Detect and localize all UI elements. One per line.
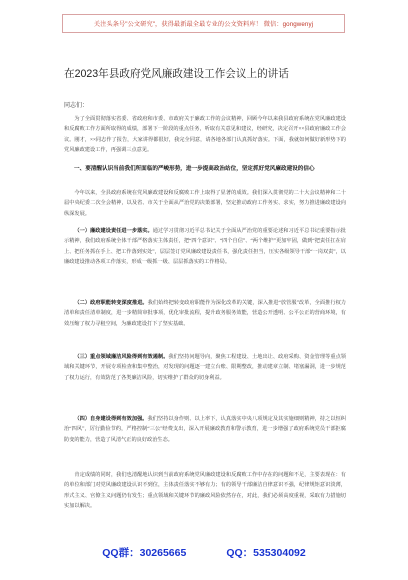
qq-number: QQ：535304092 xyxy=(226,547,306,559)
subsection-4 xyxy=(64,414,346,445)
subsection-2-text: 我们始终把转变政府职能作为深化改革的关键，深入推进“放管服”改革，全面推行权力清单和责任清单制度，进一步精简审批事项，优化审批流程，提升政务服务效能，营造公开透明、公平公正的营商环境，有效压缩了权力寻租空间，为廉政建设打下了坚实基础。 xyxy=(64,300,346,327)
contact-footer xyxy=(0,545,408,560)
subsection-4-lead: （四）自身建设得到有效加强。 xyxy=(74,416,148,422)
subsection-1 xyxy=(64,226,346,268)
promo-banner[interactable] xyxy=(62,14,345,33)
subsection-3-lead: （三）重点领域廉洁风险得到有效遏制。 xyxy=(74,354,169,360)
issues-paragraph: 肯定成绩的同时，我们也清醒地认识到当前政府系统党风廉政建设和反腐败工作中存在的问题和不足，主要表现在：有的单位和部门对党风廉政建设认识不到位，主体责任落实不够有力；有的领导干部廉洁自律意识不强，纪律规矩意识淡薄，形式主义、官僚主义问题仍有发生；重点领域和关键环节的廉政风险依然存在，对此，我们必须高度重视，采取有力措施切实加以解决。 xyxy=(64,472,346,510)
subsection-1-text: 通过学习贯彻习近平总书记关于全面从严治党的重要论述和习近平总书记重要指示批示精神，我们政府系统全体干部严格落实主体责任，把“四个意识”、“四个自信”、“两个维护”更加牢固，做到“把责任扛在肩上、把任务抓在手上、把工作落到实处”，层层签订党风廉政建设责任书，强化责任担当，压实各级领导干部“一岗双责”，以廉政建设推动各项工作落实，形成一级抓一级、层层抓落实的工作格局。 xyxy=(64,228,346,266)
subsection-3 xyxy=(64,352,346,383)
qq-group-number: QQ群：30265665 xyxy=(102,547,187,559)
intro-paragraph: 为了全面贯彻落实省委、省政府和市委、市政府关于廉政工作的会议精神，回顾今年以来我县政府系统在党风廉政建设和反腐败工作方面所取得的成绩，部署下一阶段的重点任务，听取有关意见和建议，经研究，决定召开××县政府廉政工作会议。刚才，××同志作了报告，大家讲得都很好，我完全同意，请各地各部门认真抓好落实。下面，我就如何做好新形势下的党风廉政建设工作，再强调三点意见。 xyxy=(64,116,346,154)
subsection-1-lead: （一）廉政建设责任进一步落实。 xyxy=(74,228,153,234)
subsection-4-text: 我们坚持以身作则、以上率下，认真落实中央八项规定及其实施细则精神，持之以恒纠治“四风”，厉行勤俭节约，严格控制“三公”经费支出，深入开展廉政教育和警示教育，进一步增强了政府系统党员干部拒腐防变的能力，营造了风清气正的良好政治生态。 xyxy=(64,416,346,443)
subsection-2 xyxy=(64,298,346,329)
subsection-3-text: 我们坚持问题导向，聚焦工程建设、土地出让、政府采购、资金管理等重点领域和关键环节，开展专项检查和集中整治，对发现的问题逐一建立台账、限期整改，推动建章立制、堵塞漏洞，进一步规范了权力运行，有效防范了各类廉洁风险，切实维护了群众的切身利益。 xyxy=(64,354,346,381)
overview-paragraph: 今年以来，全县政府系统在党风廉政建设和反腐败工作上取得了显著的成效。我们深入贯彻党的二十大会议精神和二十届中央纪委二次全会精神，以及省、市关于全面从严治党的决策部署，坚定推动政府工作务实、求实，努力推进廉政建设向纵深发展。 xyxy=(64,190,346,217)
salutation: 同志们： xyxy=(64,103,89,109)
document-title: 在2023年县政府党风廉政建设工作会议上的讲话 xyxy=(64,68,289,80)
section-heading-1: 一、要清醒认识当前我们所面临的严峻形势，进一步提高政治站位，坚定抓好党风廉政建设的信心 xyxy=(74,166,315,172)
promo-banner-text: 关注头条号"公文研究"，获得最新最全最专业的公文资料库！ 微信：gongwenyj xyxy=(93,21,314,28)
subsection-2-lead: （二）政府职能转变深度推进。 xyxy=(74,300,148,306)
